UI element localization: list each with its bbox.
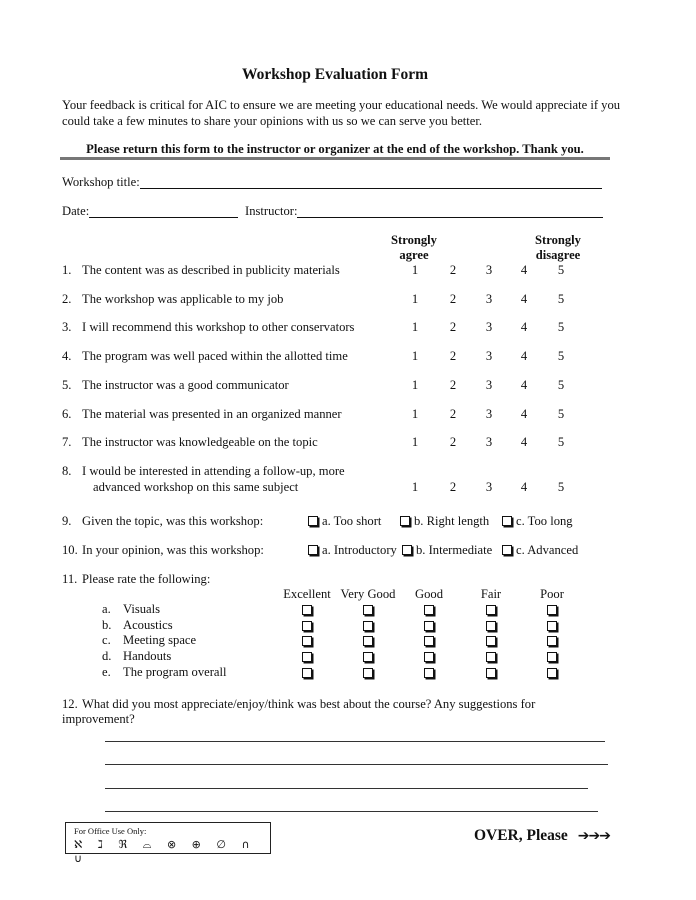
q9-option-a-label: a. Too short xyxy=(322,514,382,528)
scale-option-4[interactable]: 4 xyxy=(520,349,528,363)
rating-checkbox[interactable] xyxy=(486,668,496,678)
question-text: The program was well paced within the allotted time xyxy=(82,349,348,363)
rating-item-label: Meeting space xyxy=(123,633,197,648)
question-text: The instructor was a good communicator xyxy=(82,378,289,392)
rating-checkbox[interactable] xyxy=(424,621,434,631)
scale-option-3[interactable]: 3 xyxy=(485,292,493,306)
q12-answer-line[interactable] xyxy=(105,764,608,765)
rating-item-label: Acoustics xyxy=(123,617,173,632)
rating-checkbox[interactable] xyxy=(424,652,434,662)
scale-option-5[interactable]: 5 xyxy=(557,480,565,494)
question-number: 2. xyxy=(62,292,72,306)
scale-option-2[interactable]: 2 xyxy=(449,435,457,449)
question-number: 6. xyxy=(62,407,72,421)
q9-option-b-checkbox[interactable] xyxy=(400,516,410,526)
q10-option-b-checkbox[interactable] xyxy=(402,545,412,555)
intro-paragraph: Your feedback is critical for AIC to ensure we are meeting your educational needs. We would appreciate if you could take a few minutes to share your opinions with us so we can serve you better. xyxy=(62,98,621,128)
rating-checkbox[interactable] xyxy=(486,636,496,646)
scale-option-4[interactable]: 4 xyxy=(520,320,528,334)
scale-option-4[interactable]: 4 xyxy=(520,292,528,306)
q10-text: In your opinion, was this workshop: xyxy=(82,543,264,557)
question-number: 1. xyxy=(62,263,72,277)
scale-option-4[interactable]: 4 xyxy=(520,263,528,277)
rating-checkbox[interactable] xyxy=(424,668,434,678)
rating-checkbox[interactable] xyxy=(302,621,312,631)
scale-option-3[interactable]: 3 xyxy=(485,349,493,363)
scale-option-4[interactable]: 4 xyxy=(520,480,528,494)
rating-checkbox[interactable] xyxy=(363,652,373,662)
scale-option-5[interactable]: 5 xyxy=(557,407,565,421)
q12-text: What did you most appreciate/enjoy/think was best about the course? Any suggestions for xyxy=(82,697,536,711)
rating-checkbox[interactable] xyxy=(424,605,434,615)
rating-checkbox[interactable] xyxy=(547,652,557,662)
scale-option-5[interactable]: 5 xyxy=(557,263,565,277)
question-text-continued: advanced workshop on this same subject xyxy=(93,480,299,494)
office-use-box xyxy=(65,822,271,865)
question-text: I will recommend this workshop to other conservators xyxy=(82,320,355,334)
scale-option-2[interactable]: 2 xyxy=(449,407,457,421)
scale-option-5[interactable]: 5 xyxy=(557,292,565,306)
rating-item-letter: d. xyxy=(102,649,112,664)
scale-option-5[interactable]: 5 xyxy=(557,349,565,363)
scale-option-4[interactable]: 4 xyxy=(520,407,528,421)
rating-checkbox[interactable] xyxy=(486,605,496,615)
scale-option-2[interactable]: 2 xyxy=(449,480,457,494)
q12-answer-line[interactable] xyxy=(105,741,605,742)
scale-option-1[interactable]: 1 xyxy=(411,263,419,277)
rating-checkbox[interactable] xyxy=(486,621,496,631)
header-divider xyxy=(60,157,610,160)
question-number: 4. xyxy=(62,349,72,363)
rating-column-header: Good xyxy=(415,587,443,601)
date-field[interactable] xyxy=(89,217,238,218)
q10-number: 10. xyxy=(62,543,78,557)
rating-item-letter: e. xyxy=(102,664,111,679)
workshop-title-label: Workshop title: xyxy=(62,175,140,189)
rating-checkbox[interactable] xyxy=(547,636,557,646)
rating-item-label: The program overall xyxy=(123,664,227,679)
instructor-field[interactable] xyxy=(297,217,603,218)
scale-option-3[interactable]: 3 xyxy=(485,263,493,277)
rating-item-letter: c. xyxy=(102,633,111,648)
question-text: The content was as described in publicity materials xyxy=(82,263,340,277)
rating-column-header: Very Good xyxy=(340,587,396,601)
scale-option-2[interactable]: 2 xyxy=(449,292,457,306)
scale-option-3[interactable]: 3 xyxy=(485,480,493,494)
scale-option-1[interactable]: 1 xyxy=(411,292,419,306)
q12-answer-line[interactable] xyxy=(105,788,588,789)
rating-checkbox[interactable] xyxy=(363,636,373,646)
rating-checkbox[interactable] xyxy=(302,605,312,615)
question-number: 7. xyxy=(62,435,72,449)
rating-item-label: Visuals xyxy=(123,602,161,616)
q9-text: Given the topic, was this workshop: xyxy=(82,514,264,528)
rating-checkbox[interactable] xyxy=(424,636,434,646)
question-number: 3. xyxy=(62,320,72,334)
scale-option-1[interactable]: 1 xyxy=(411,480,419,494)
form-title: Workshop Evaluation Form xyxy=(241,66,429,83)
rating-item-letter: b. xyxy=(102,617,112,632)
scale-option-1[interactable]: 1 xyxy=(411,407,419,421)
q9-option-b-label: b. Right length xyxy=(414,514,490,528)
q12-number: 12. xyxy=(62,697,78,711)
q10-option-c-label: c. Advanced xyxy=(516,543,579,557)
scale-head-disagree: Strongly disagree xyxy=(535,233,581,262)
rating-checkbox[interactable] xyxy=(302,636,312,646)
q11-number: 11. xyxy=(62,572,78,586)
date-label: Date: xyxy=(62,204,90,218)
scale-option-2[interactable]: 2 xyxy=(449,320,457,334)
over-please-label: OVER, Please xyxy=(473,827,568,844)
q9-option-a-checkbox[interactable] xyxy=(308,516,318,526)
rating-checkbox[interactable] xyxy=(486,652,496,662)
question-text: I would be interested in attending a follow-up, more xyxy=(82,464,345,478)
scale-option-1[interactable]: 1 xyxy=(411,378,419,392)
rating-column-header: Excellent xyxy=(283,587,331,601)
scale-option-3[interactable]: 3 xyxy=(485,435,493,449)
q10-option-b-label: b. Intermediate xyxy=(416,543,493,557)
q9-number: 9. xyxy=(62,514,72,528)
scale-head-agree: Strongly agree xyxy=(391,233,437,262)
question-text: The instructor was knowledgeable on the topic xyxy=(82,435,318,449)
scale-option-5[interactable]: 5 xyxy=(557,435,565,449)
rating-item-label: Handouts xyxy=(123,649,172,664)
workshop-title-field[interactable] xyxy=(140,188,602,189)
rating-checkbox[interactable] xyxy=(547,621,557,631)
arrow-right-icon: ➔➔➔ xyxy=(577,828,610,844)
scale-option-1[interactable]: 1 xyxy=(411,349,419,363)
office-use-label: For Office Use Only: xyxy=(74,826,147,836)
rating-checkbox[interactable] xyxy=(547,605,557,615)
return-instructions: Please return this form to the instructor or organizer at the end of the workshop. Thank you. xyxy=(86,142,584,156)
scale-option-2[interactable]: 2 xyxy=(449,378,457,392)
question-number: 8. xyxy=(62,464,72,478)
rating-checkbox[interactable] xyxy=(547,668,557,678)
q10-option-c-checkbox[interactable] xyxy=(502,545,512,555)
scale-option-2[interactable]: 2 xyxy=(449,349,457,363)
scale-option-3[interactable]: 3 xyxy=(485,378,493,392)
rating-item-letter: a. xyxy=(102,602,111,616)
rating-column-header: Fair xyxy=(480,587,502,601)
scale-option-4[interactable]: 4 xyxy=(520,378,528,392)
q11-text: Please rate the following: xyxy=(82,572,211,586)
over-please-note xyxy=(474,827,610,845)
rating-column-header: Poor xyxy=(540,587,564,601)
question-text: The workshop was applicable to my job xyxy=(82,292,284,306)
q9-option-c-checkbox[interactable] xyxy=(502,516,512,526)
scale-option-2[interactable]: 2 xyxy=(449,263,457,277)
q12-answer-line[interactable] xyxy=(105,811,598,812)
rating-checkbox[interactable] xyxy=(363,621,373,631)
question-number: 5. xyxy=(62,378,72,392)
scale-option-1[interactable]: 1 xyxy=(411,435,419,449)
q10-option-a-label: a. Introductory xyxy=(322,543,397,557)
instructor-label: Instructor: xyxy=(245,204,298,218)
rating-checkbox[interactable] xyxy=(363,605,373,615)
question-text: The material was presented in an organized manner xyxy=(82,407,342,421)
scale-option-5[interactable]: 5 xyxy=(557,378,565,392)
q9-option-c-label: c. Too long xyxy=(516,514,573,528)
scale-option-5[interactable]: 5 xyxy=(557,320,565,334)
q10-option-a-checkbox[interactable] xyxy=(308,545,318,555)
scale-option-4[interactable]: 4 xyxy=(520,435,528,449)
scale-option-3[interactable]: 3 xyxy=(485,320,493,334)
rating-checkbox[interactable] xyxy=(302,668,312,678)
rating-checkbox[interactable] xyxy=(363,668,373,678)
q12-text-continued: improvement? xyxy=(62,712,135,726)
scale-option-1[interactable]: 1 xyxy=(411,320,419,334)
scale-option-3[interactable]: 3 xyxy=(485,407,493,421)
rating-checkbox[interactable] xyxy=(302,652,312,662)
office-use-symbols: ℵ ℷ ℜ ⌓ ⊗ ⊕ ∅ ∩ ∪ xyxy=(74,838,256,865)
